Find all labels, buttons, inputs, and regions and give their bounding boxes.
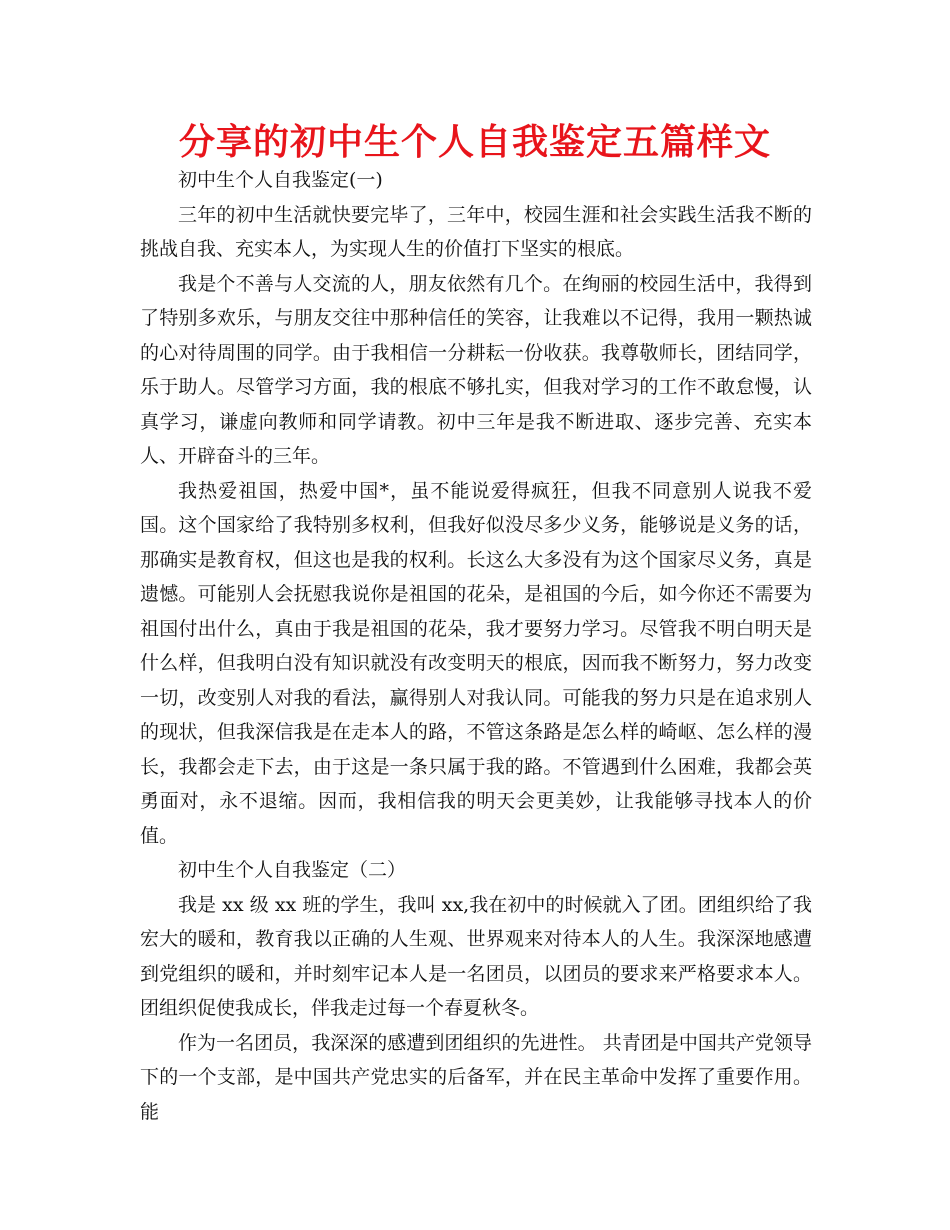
paragraph: 我热爱祖国，热爱中国*，虽不能说爱得疯狂，但我不同意别人说我不爱国。这个国家给了我特别多权利，但我好似没尽多少义务，能够说是义务的话，那确实是教育权，但这也是我的权利。长这么大多没有为这个国家尽义务，真是遗憾。可能别人会抚慰我说你是祖国的花朵，是祖国的今后，如今你还不需要为祖国付出什么，真由于我是祖国的花朵，我才要努力学习。尽管我不明白明天是什么样，但我明白没有知识就没有改变明天的根底，因而我不断努力，努力改变一切，改变别人对我的看法，赢得别人对我认同。可能我的努力只是在追求别人的现状，但我深信我是在走本人的路，不管这条路是怎么样的崎岖、怎么样的漫长，我都会走下去，由于这是一条只属于我的路。不管遇到什么困难，我都会英勇面对，永不退缩。因而，我相信我的明天会更美妙，让我能够寻找本人的价值。	[140, 479, 812, 847]
section-heading-2: 初中生个人自我鉴定（二）	[178, 859, 407, 881]
document-title: 分享的初中生个人自我鉴定五篇样文	[178, 122, 771, 163]
paragraph: 三年的初中生活就快要完毕了，三年中，校园生涯和社会实践生活我不断的挑战自我、充实本人，为实现人生的价值打下坚实的根底。	[140, 203, 812, 260]
paragraph: 作为一名团员，我深深的感遭到团组织的先进性。 共青团是中国共产党领导下的一个支部，是中国共产党忠实的后备军，并在民主革命中发挥了重要作用。能	[140, 1031, 812, 1123]
section-heading-1: 初中生个人自我鉴定(一)	[178, 169, 383, 191]
paragraph: 我是 xx 级 xx 班的学生，我叫 xx,我在初中的时候就入了团。团组织给了我宏大的暖和，教育我以正确的人生观、世界观来对待本人的人生。我深深地感遭到党组织的暖和，并时刻牢记本人是一名团员，以团员的要求来严格要求本人。团组织促使我成长，伴我走过每一个春夏秋冬。	[140, 893, 812, 1019]
paragraph: 我是个不善与人交流的人，朋友依然有几个。在绚丽的校园生活中，我得到了特别多欢乐，与朋友交往中那种信任的笑容，让我难以不记得，我用一颗热诚的心对待周围的同学。由于我相信一分耕耘一份收获。我尊敬师长，团结同学，乐于助人。尽管学习方面，我的根底不够扎实，但我对学习的工作不敢怠慢，认真学习，谦虚向教师和同学请教。初中三年是我不断进取、逐步完善、充实本人、开辟奋斗的三年。	[140, 272, 812, 467]
document-body	[140, 163, 812, 1129]
